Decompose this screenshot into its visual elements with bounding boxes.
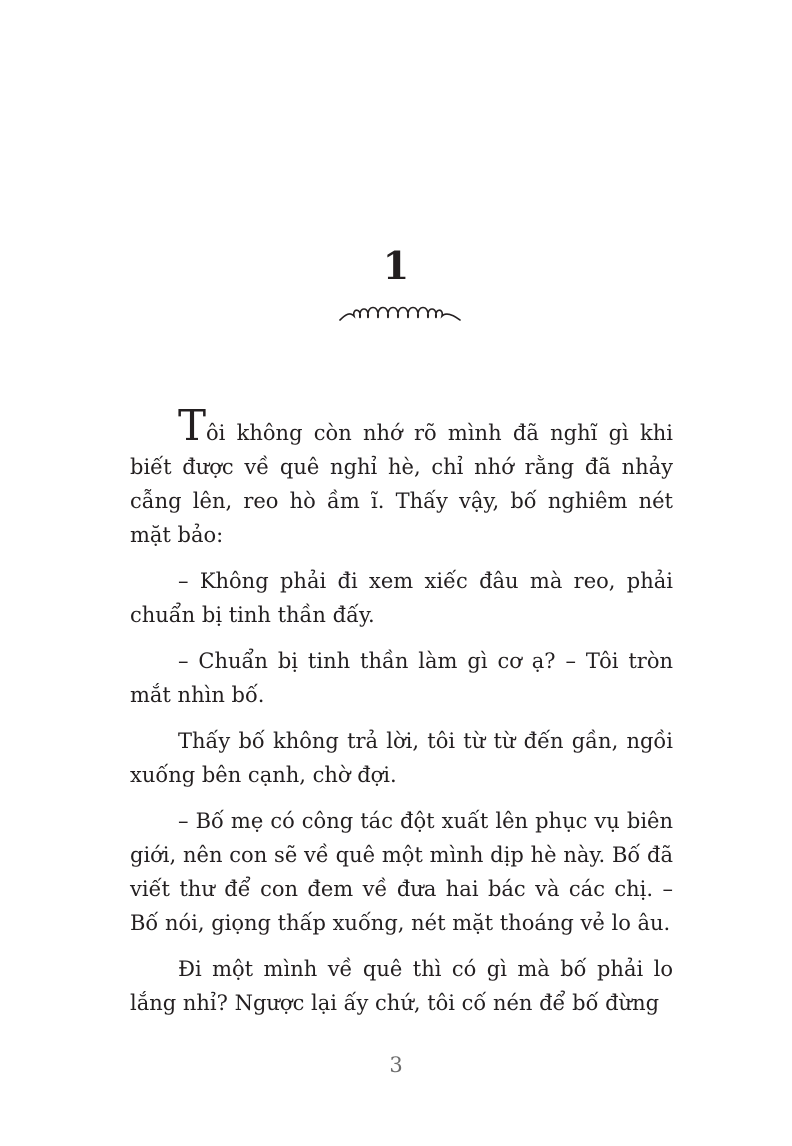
chapter-body — [130, 401, 673, 1032]
paragraph-2: – Không phải đi xem xiếc đâu mà reo, phải chuẩn bị tinh thần đấy. — [130, 569, 673, 627]
drop-cap: T — [178, 401, 207, 450]
paragraph-1-text: ôi không còn nhớ rõ mình đã nghĩ gì khi biết được về quê nghỉ hè, chỉ nhớ rằng đã nhảy cẫng lên, reo hò ầm ĩ. Thấy vậy, bố nghiêm nét mặt bảo: — [130, 421, 673, 547]
paragraph-4: Thấy bố không trả lời, tôi từ từ đến gần, ngồi xuống bên cạnh, chờ đợi. — [130, 729, 673, 787]
paragraph-5: – Bố mẹ có công tác đột xuất lên phục vụ biên giới, nên con sẽ về quê một mình dịp hè này. Bố đã viết thư để con đem về đưa hai bác và các chị. – Bố nói, giọng thấp xuống, nét mặt thoáng vẻ lo âu. — [130, 809, 673, 935]
paragraph-1 — [130, 401, 673, 552]
paragraph-6: Đi một mình về quê thì có gì mà bố phải lo lắng nhỉ? Ngược lại ấy chứ, tôi cố nén để bố đừng — [130, 957, 673, 1015]
loop-flourish-divider-icon — [338, 300, 464, 326]
paragraph-3: – Chuẩn bị tinh thần làm gì cơ ạ? – Tôi tròn mắt nhìn bố. — [130, 649, 673, 707]
page-number: 3 — [389, 1053, 403, 1077]
chapter-number: 1 — [382, 243, 410, 288]
